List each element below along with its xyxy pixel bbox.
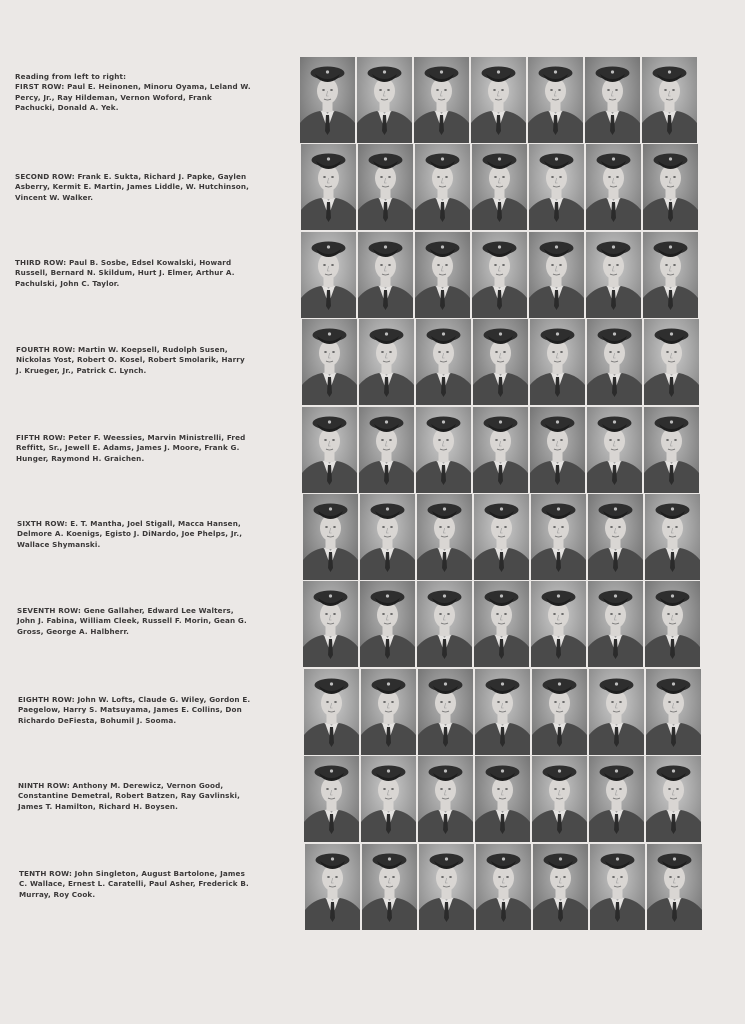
row-label: EIGHTH ROW: [18, 695, 75, 704]
portrait-row [301, 232, 697, 318]
soldier-portrait [587, 319, 642, 405]
soldier-portrait [529, 144, 584, 230]
row-names: Anthony M. Derewicz, Vernon Good, Constantine Demetral, Robert Batzen, Ray Gavlinski, James T. Hamilton, Richard H. Boysen. [18, 781, 241, 811]
soldier-portrait [304, 756, 359, 842]
soldier-portrait [473, 319, 528, 405]
row-label: SECOND ROW: [15, 172, 75, 181]
soldier-portrait [476, 844, 531, 930]
portrait-row [302, 407, 698, 493]
soldier-portrait [586, 232, 641, 318]
portrait-row [305, 844, 701, 930]
row-label: FIFTH ROW: [16, 433, 66, 442]
soldier-portrait [528, 57, 583, 143]
caption-row-5 [16, 433, 252, 464]
soldier-portrait [532, 669, 587, 755]
soldier-portrait [471, 57, 526, 143]
soldier-portrait [417, 494, 472, 580]
soldier-portrait [589, 669, 644, 755]
soldier-portrait [304, 669, 359, 755]
soldier-portrait [301, 232, 356, 318]
soldier-portrait [531, 494, 586, 580]
soldier-portrait [531, 581, 586, 667]
caption-row-10 [19, 869, 255, 900]
soldier-portrait [303, 581, 358, 667]
row-label: TENTH ROW: [19, 869, 72, 878]
soldier-portrait [303, 494, 358, 580]
caption-row-9 [18, 781, 254, 812]
soldier-portrait [644, 407, 699, 493]
soldier-portrait [473, 407, 528, 493]
row-names: John Singleton, August Bartolone, James C. Wallace, Ernest L. Caratelli, Paul Asher, Frederick B. Murray, Roy Cook. [19, 869, 249, 899]
soldier-portrait [588, 494, 643, 580]
soldier-portrait [589, 756, 644, 842]
soldier-portrait [472, 232, 527, 318]
portrait-row [304, 756, 700, 842]
caption-row-6 [17, 519, 253, 550]
soldier-portrait [414, 57, 469, 143]
portrait-row [300, 57, 696, 143]
soldier-portrait [533, 844, 588, 930]
soldier-portrait [585, 57, 640, 143]
soldier-portrait [418, 669, 473, 755]
soldier-portrait [472, 144, 527, 230]
soldier-portrait [474, 581, 529, 667]
row-names: E. T. Mantha, Joel Stigall, Macca Hansen, Delmore A. Koenigs, Egisto J. DiNardo, Joe Phelps, Jr., Wallace Shymanski. [17, 519, 243, 549]
soldier-portrait [360, 494, 415, 580]
row-label: FIRST ROW: [15, 82, 65, 92]
soldier-portrait [643, 144, 698, 230]
soldier-portrait [646, 756, 701, 842]
soldier-portrait [358, 144, 413, 230]
soldier-portrait [418, 756, 473, 842]
soldier-portrait [302, 319, 357, 405]
soldier-portrait [474, 494, 529, 580]
row-names: Peter F. Weessies, Marvin Ministrelli, Fred Reffitt, Sr., Jewell E. Adams, James J. Moore, Frank G. Hunger, Raymond H. Graichen. [16, 433, 246, 463]
portrait-row [303, 494, 699, 580]
row-names: Martin W. Koepsell, Rudolph Susen, Nickolas Yost, Robert O. Kosel, Robert Smolarik, Harry J. Krueger, Jr., Patrick C. Lynch. [16, 345, 245, 375]
soldier-portrait [359, 407, 414, 493]
soldier-portrait [357, 57, 412, 143]
soldier-portrait [359, 319, 414, 405]
soldier-portrait [358, 232, 413, 318]
row-label: SIXTH ROW: [17, 519, 68, 528]
row-names: Paul E. Heinonen, Minoru Oyama, Leland W. Percy, Jr., Ray Hildeman, Vernon Woford, Frank Pachucki, Donald A. Yek. [15, 82, 251, 112]
soldier-portrait [300, 57, 355, 143]
soldier-portrait [530, 319, 585, 405]
soldier-portrait [587, 407, 642, 493]
caption-row-3 [15, 258, 251, 289]
soldier-portrait [301, 144, 356, 230]
row-names: Gene Gallaher, Edward Lee Walters, John J. Fabina, William Cleek, Russell F. Morin, Gean G. Gross, George A. Halbherr. [17, 606, 247, 636]
soldier-portrait [646, 669, 701, 755]
soldier-portrait [645, 581, 700, 667]
soldier-portrait [642, 57, 697, 143]
soldier-portrait [419, 844, 474, 930]
soldier-portrait [305, 844, 360, 930]
soldier-portrait [361, 669, 416, 755]
soldier-portrait [475, 756, 530, 842]
soldier-portrait [643, 232, 698, 318]
row-label: FOURTH ROW: [16, 345, 76, 354]
soldier-portrait [644, 319, 699, 405]
caption-row-7 [17, 606, 253, 637]
soldier-portrait [475, 669, 530, 755]
soldier-portrait [416, 319, 471, 405]
soldier-portrait [415, 144, 470, 230]
row-names: John W. Lofts, Claude G. Wiley, Gordon E. Paegelow, Harry S. Matsuyama, James E. Collins, Don Richardo DeFiesta, Bohumil J. Sooma. [18, 695, 251, 725]
soldier-portrait [416, 407, 471, 493]
caption-row-4 [16, 345, 252, 376]
portrait-row [302, 319, 698, 405]
soldier-portrait [647, 844, 702, 930]
soldier-portrait [302, 407, 357, 493]
caption-row-8 [18, 695, 254, 726]
reading-order-note: Reading from left to right: [15, 72, 127, 81]
soldier-portrait [532, 756, 587, 842]
row-label: THIRD ROW: [15, 258, 67, 267]
captions-column [0, 0, 290, 1024]
caption-row-2 [15, 172, 251, 203]
soldier-portrait [415, 232, 470, 318]
soldier-portrait [588, 581, 643, 667]
portrait-row [303, 581, 699, 667]
soldier-portrait [645, 494, 700, 580]
soldier-portrait [360, 581, 415, 667]
caption-row-1 [15, 72, 251, 113]
soldier-portrait [529, 232, 584, 318]
row-label: NINTH ROW: [18, 781, 70, 790]
soldier-portrait [362, 844, 417, 930]
row-names: Paul B. Sosbe, Edsel Kowalski, Howard Russell, Bernard N. Skildum, Hurt J. Elmer, Arthur A. Pachulski, John C. Taylor. [15, 258, 235, 288]
soldier-portrait [586, 144, 641, 230]
soldier-portrait [361, 756, 416, 842]
soldier-portrait [590, 844, 645, 930]
portrait-row [301, 144, 697, 230]
portrait-row [304, 669, 700, 755]
row-label: SEVENTH ROW: [17, 606, 82, 615]
soldier-portrait [530, 407, 585, 493]
soldier-portrait [417, 581, 472, 667]
row-names: Frank E. Sukta, Richard J. Papke, Gaylen Asberry, Kermit E. Martin, James Liddle, W. Hutchinson, Vincent W. Walker. [15, 172, 249, 202]
